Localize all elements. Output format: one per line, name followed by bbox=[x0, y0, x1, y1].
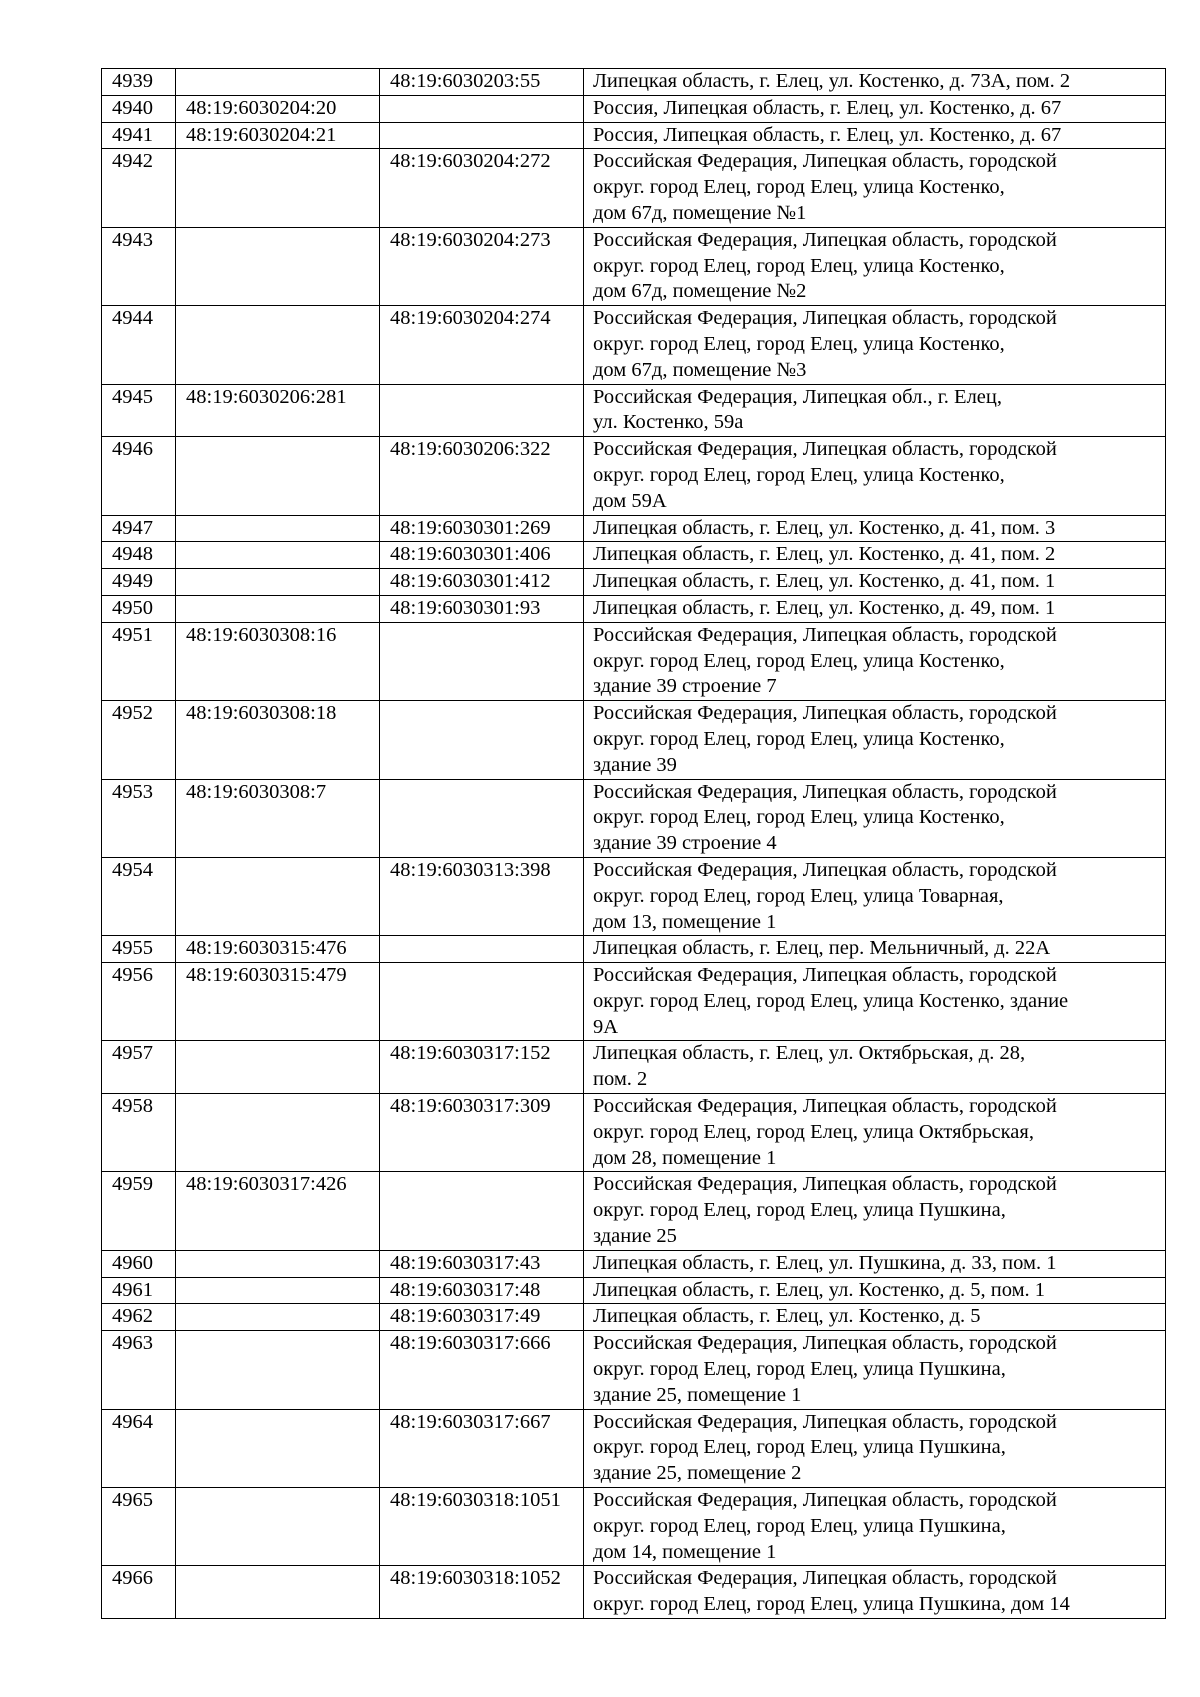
address-cell bbox=[584, 1331, 1166, 1409]
table-row bbox=[102, 622, 1166, 700]
room-cadastral-number-cell: 48:19:6030317:43 bbox=[380, 1250, 584, 1277]
address-cell bbox=[584, 1041, 1166, 1094]
address-line: Российская Федерация, Липецкая область, городской bbox=[593, 623, 1057, 646]
table-row bbox=[102, 515, 1166, 542]
room-cadastral-number-cell: 48:19:6030318:1052 bbox=[380, 1566, 584, 1619]
address-line: Липецкая область, г. Елец, ул. Костенко, д. 49, пом. 1 bbox=[593, 596, 1056, 619]
address-line: дом 67д, помещение №2 bbox=[593, 280, 807, 303]
row-number-cell: 4948 bbox=[102, 542, 176, 569]
row-number-cell: 4954 bbox=[102, 857, 176, 935]
building-cadastral-number-cell bbox=[176, 515, 380, 542]
address-cell bbox=[584, 1172, 1166, 1250]
address-cell bbox=[584, 384, 1166, 437]
address-cell bbox=[584, 437, 1166, 515]
row-number-cell: 4957 bbox=[102, 1041, 176, 1094]
room-cadastral-number-cell bbox=[380, 384, 584, 437]
room-cadastral-number-cell bbox=[380, 779, 584, 857]
room-cadastral-number-cell bbox=[380, 622, 584, 700]
table-row bbox=[102, 1041, 1166, 1094]
address-line: Россия, Липецкая область, г. Елец, ул. Костенко, д. 67 bbox=[593, 123, 1062, 146]
address-cell bbox=[584, 963, 1166, 1041]
table-row bbox=[102, 857, 1166, 935]
address-line: Российская Федерация, Липецкая область, городской bbox=[593, 1095, 1057, 1118]
room-cadastral-number-cell: 48:19:6030301:406 bbox=[380, 542, 584, 569]
address-line: округ. город Елец, город Елец, улица Костенко, bbox=[593, 649, 1005, 672]
address-line: Липецкая область, г. Елец, ул. Пушкина, д. 33, пом. 1 bbox=[593, 1251, 1057, 1274]
room-cadastral-number-cell: 48:19:6030317:666 bbox=[380, 1331, 584, 1409]
address-line: здание 39 строение 7 bbox=[593, 675, 777, 698]
address-cell bbox=[584, 1250, 1166, 1277]
row-number-cell: 4963 bbox=[102, 1331, 176, 1409]
address-line: округ. город Елец, город Елец, улица Октябрьская, bbox=[593, 1120, 1034, 1143]
address-line: округ. город Елец, город Елец, улица Пушкина, bbox=[593, 1514, 1006, 1537]
address-line: Российская Федерация, Липецкая область, городской bbox=[593, 1567, 1057, 1590]
address-line: здание 39 строение 4 bbox=[593, 832, 777, 855]
row-number-cell: 4953 bbox=[102, 779, 176, 857]
room-cadastral-number-cell: 48:19:6030204:273 bbox=[380, 227, 584, 305]
room-cadastral-number-cell bbox=[380, 701, 584, 779]
address-cell bbox=[584, 122, 1166, 149]
table-row bbox=[102, 306, 1166, 384]
address-line: Российская Федерация, Липецкая область, городской bbox=[593, 964, 1057, 987]
row-number-cell: 4950 bbox=[102, 595, 176, 622]
address-line: Липецкая область, г. Елец, ул. Костенко, д. 73А, пом. 2 bbox=[593, 70, 1071, 92]
building-cadastral-number-cell bbox=[176, 595, 380, 622]
address-cell bbox=[584, 95, 1166, 122]
table-row bbox=[102, 1172, 1166, 1250]
room-cadastral-number-cell: 48:19:6030317:152 bbox=[380, 1041, 584, 1094]
row-number-cell: 4939 bbox=[102, 69, 176, 96]
table-row bbox=[102, 542, 1166, 569]
room-cadastral-number-cell: 48:19:6030313:398 bbox=[380, 857, 584, 935]
building-cadastral-number-cell: 48:19:6030315:479 bbox=[176, 963, 380, 1041]
address-cell bbox=[584, 1277, 1166, 1304]
room-cadastral-number-cell: 48:19:6030317:48 bbox=[380, 1277, 584, 1304]
row-number-cell: 4965 bbox=[102, 1488, 176, 1566]
building-cadastral-number-cell bbox=[176, 69, 380, 96]
address-line: Российская Федерация, Липецкая область, городской bbox=[593, 438, 1057, 461]
table-row bbox=[102, 149, 1166, 227]
address-cell bbox=[584, 857, 1166, 935]
row-number-cell: 4949 bbox=[102, 569, 176, 596]
row-number-cell: 4962 bbox=[102, 1304, 176, 1331]
address-cell bbox=[584, 69, 1166, 96]
table-row bbox=[102, 569, 1166, 596]
address-cell bbox=[584, 779, 1166, 857]
building-cadastral-number-cell bbox=[176, 1409, 380, 1487]
building-cadastral-number-cell bbox=[176, 227, 380, 305]
row-number-cell: 4951 bbox=[102, 622, 176, 700]
table-row bbox=[102, 95, 1166, 122]
building-cadastral-number-cell: 48:19:6030204:21 bbox=[176, 122, 380, 149]
table-row bbox=[102, 936, 1166, 963]
address-line: округ. город Елец, город Елец, улица Костенко, bbox=[593, 176, 1005, 199]
address-line: округ. город Елец, город Елец, улица Костенко, bbox=[593, 463, 1005, 486]
address-line: дом 28, помещение 1 bbox=[593, 1146, 777, 1169]
address-line: Российская Федерация, Липецкая область, городской bbox=[593, 150, 1057, 173]
address-line: дом 67д, помещение №3 bbox=[593, 358, 807, 381]
table-row bbox=[102, 437, 1166, 515]
room-cadastral-number-cell bbox=[380, 963, 584, 1041]
address-line: Липецкая область, г. Елец, ул. Костенко, д. 5, пом. 1 bbox=[593, 1278, 1046, 1301]
room-cadastral-number-cell bbox=[380, 95, 584, 122]
address-line: округ. город Елец, город Елец, улица Костенко, здание bbox=[593, 989, 1069, 1012]
address-line: округ. город Елец, город Елец, улица Товарная, bbox=[593, 884, 1004, 907]
room-cadastral-number-cell: 48:19:6030204:272 bbox=[380, 149, 584, 227]
building-cadastral-number-cell: 48:19:6030308:18 bbox=[176, 701, 380, 779]
address-line: Российская Федерация, Липецкая область, городской bbox=[593, 1173, 1057, 1196]
address-cell bbox=[584, 1566, 1166, 1619]
table-row bbox=[102, 227, 1166, 305]
table-row bbox=[102, 595, 1166, 622]
address-line: Российская Федерация, Липецкая область, городской bbox=[593, 702, 1057, 725]
room-cadastral-number-cell: 48:19:6030318:1051 bbox=[380, 1488, 584, 1566]
address-line: Российская Федерация, Липецкая область, городской bbox=[593, 780, 1057, 803]
building-cadastral-number-cell bbox=[176, 857, 380, 935]
building-cadastral-number-cell: 48:19:6030204:20 bbox=[176, 95, 380, 122]
address-line: округ. город Елец, город Елец, улица Пушкина, bbox=[593, 1199, 1006, 1222]
address-line: Российская Федерация, Липецкая область, городской bbox=[593, 1410, 1057, 1433]
table-row bbox=[102, 1488, 1166, 1566]
address-cell bbox=[584, 306, 1166, 384]
row-number-cell: 4941 bbox=[102, 122, 176, 149]
address-line: здание 25, помещение 2 bbox=[593, 1462, 802, 1485]
address-line: округ. город Елец, город Елец, улица Пушкина, bbox=[593, 1436, 1006, 1459]
row-number-cell: 4959 bbox=[102, 1172, 176, 1250]
address-cell bbox=[584, 1488, 1166, 1566]
address-line: Липецкая область, г. Елец, ул. Костенко, д. 41, пом. 1 bbox=[593, 570, 1056, 593]
table-row bbox=[102, 69, 1166, 96]
room-cadastral-number-cell: 48:19:6030204:274 bbox=[380, 306, 584, 384]
address-line: Российская Федерация, Липецкая область, городской bbox=[593, 228, 1057, 251]
address-line: дом 14, помещение 1 bbox=[593, 1540, 777, 1563]
address-line: дом 13, помещение 1 bbox=[593, 910, 777, 933]
building-cadastral-number-cell bbox=[176, 306, 380, 384]
address-line: Липецкая область, г. Елец, ул. Костенко, д. 5 bbox=[593, 1305, 981, 1328]
address-line: Липецкая область, г. Елец, ул. Костенко, д. 41, пом. 3 bbox=[593, 516, 1056, 539]
address-cell bbox=[584, 569, 1166, 596]
address-cell bbox=[584, 622, 1166, 700]
room-cadastral-number-cell bbox=[380, 122, 584, 149]
address-cell bbox=[584, 595, 1166, 622]
table-row bbox=[102, 384, 1166, 437]
table-row bbox=[102, 122, 1166, 149]
address-line: дом 59А bbox=[593, 489, 667, 512]
building-cadastral-number-cell bbox=[176, 149, 380, 227]
building-cadastral-number-cell: 48:19:6030317:426 bbox=[176, 1172, 380, 1250]
address-line: здание 25 bbox=[593, 1225, 677, 1248]
building-cadastral-number-cell: 48:19:6030308:7 bbox=[176, 779, 380, 857]
building-cadastral-number-cell bbox=[176, 1304, 380, 1331]
table-row bbox=[102, 1331, 1166, 1409]
address-line: пом. 2 bbox=[593, 1068, 648, 1091]
row-number-cell: 4947 bbox=[102, 515, 176, 542]
row-number-cell: 4956 bbox=[102, 963, 176, 1041]
building-cadastral-number-cell bbox=[176, 1250, 380, 1277]
document-page bbox=[101, 68, 1165, 1619]
room-cadastral-number-cell: 48:19:6030317:667 bbox=[380, 1409, 584, 1487]
building-cadastral-number-cell bbox=[176, 1041, 380, 1094]
table-row bbox=[102, 1409, 1166, 1487]
row-number-cell: 4945 bbox=[102, 384, 176, 437]
address-cell bbox=[584, 701, 1166, 779]
room-cadastral-number-cell bbox=[380, 1172, 584, 1250]
address-line: Российская Федерация, Липецкая область, городской bbox=[593, 1489, 1057, 1512]
address-line: ул. Костенко, 59а bbox=[593, 411, 744, 434]
room-cadastral-number-cell bbox=[380, 936, 584, 963]
address-line: 9А bbox=[593, 1015, 619, 1038]
address-line: Россия, Липецкая область, г. Елец, ул. Костенко, д. 67 bbox=[593, 96, 1062, 119]
room-cadastral-number-cell: 48:19:6030317:49 bbox=[380, 1304, 584, 1331]
address-line: здание 39 bbox=[593, 753, 677, 776]
address-cell bbox=[584, 149, 1166, 227]
table-row bbox=[102, 1277, 1166, 1304]
address-line: округ. город Елец, город Елец, улица Костенко, bbox=[593, 727, 1005, 750]
building-cadastral-number-cell bbox=[176, 1331, 380, 1409]
room-cadastral-number-cell: 48:19:6030206:322 bbox=[380, 437, 584, 515]
row-number-cell: 4942 bbox=[102, 149, 176, 227]
address-line: Липецкая область, г. Елец, пер. Мельничный, д. 22А bbox=[593, 937, 1051, 960]
building-cadastral-number-cell bbox=[176, 1094, 380, 1172]
table-row bbox=[102, 963, 1166, 1041]
address-line: дом 67д, помещение №1 bbox=[593, 201, 807, 224]
address-line: Российская Федерация, Липецкая область, городской bbox=[593, 858, 1057, 881]
room-cadastral-number-cell: 48:19:6030317:309 bbox=[380, 1094, 584, 1172]
address-cell bbox=[584, 1304, 1166, 1331]
address-cell bbox=[584, 1409, 1166, 1487]
row-number-cell: 4952 bbox=[102, 701, 176, 779]
row-number-cell: 4964 bbox=[102, 1409, 176, 1487]
row-number-cell: 4958 bbox=[102, 1094, 176, 1172]
row-number-cell: 4943 bbox=[102, 227, 176, 305]
row-number-cell: 4946 bbox=[102, 437, 176, 515]
address-cell bbox=[584, 227, 1166, 305]
row-number-cell: 4944 bbox=[102, 306, 176, 384]
registry-table bbox=[101, 68, 1166, 1619]
table-row bbox=[102, 701, 1166, 779]
building-cadastral-number-cell: 48:19:6030206:281 bbox=[176, 384, 380, 437]
address-line: округ. город Елец, город Елец, улица Пушкина, дом 14 bbox=[593, 1593, 1070, 1616]
table-row bbox=[102, 779, 1166, 857]
room-cadastral-number-cell: 48:19:6030203:55 bbox=[380, 69, 584, 96]
room-cadastral-number-cell: 48:19:6030301:269 bbox=[380, 515, 584, 542]
table-row bbox=[102, 1094, 1166, 1172]
address-line: округ. город Елец, город Елец, улица Костенко, bbox=[593, 254, 1005, 277]
building-cadastral-number-cell bbox=[176, 1566, 380, 1619]
table-row bbox=[102, 1566, 1166, 1619]
address-line: округ. город Елец, город Елец, улица Костенко, bbox=[593, 332, 1005, 355]
address-line: Российская Федерация, Липецкая область, городской bbox=[593, 307, 1057, 330]
room-cadastral-number-cell: 48:19:6030301:93 bbox=[380, 595, 584, 622]
address-line: округ. город Елец, город Елец, улица Пушкина, bbox=[593, 1358, 1006, 1381]
address-cell bbox=[584, 542, 1166, 569]
row-number-cell: 4961 bbox=[102, 1277, 176, 1304]
registry-table-body bbox=[102, 69, 1166, 1619]
room-cadastral-number-cell: 48:19:6030301:412 bbox=[380, 569, 584, 596]
address-cell bbox=[584, 1094, 1166, 1172]
building-cadastral-number-cell: 48:19:6030315:476 bbox=[176, 936, 380, 963]
row-number-cell: 4960 bbox=[102, 1250, 176, 1277]
address-line: Российская Федерация, Липецкая область, городской bbox=[593, 1332, 1057, 1355]
address-cell bbox=[584, 515, 1166, 542]
address-line: здание 25, помещение 1 bbox=[593, 1383, 802, 1406]
address-line: Липецкая область, г. Елец, ул. Костенко, д. 41, пом. 2 bbox=[593, 543, 1056, 566]
address-cell bbox=[584, 936, 1166, 963]
address-line: округ. город Елец, город Елец, улица Костенко, bbox=[593, 806, 1005, 829]
table-row bbox=[102, 1304, 1166, 1331]
address-line: Российская Федерация, Липецкая обл., г. Елец, bbox=[593, 385, 1002, 408]
row-number-cell: 4955 bbox=[102, 936, 176, 963]
building-cadastral-number-cell bbox=[176, 1277, 380, 1304]
table-row bbox=[102, 1250, 1166, 1277]
building-cadastral-number-cell bbox=[176, 569, 380, 596]
building-cadastral-number-cell bbox=[176, 1488, 380, 1566]
address-line: Липецкая область, г. Елец, ул. Октябрьская, д. 28, bbox=[593, 1042, 1026, 1065]
row-number-cell: 4966 bbox=[102, 1566, 176, 1619]
row-number-cell: 4940 bbox=[102, 95, 176, 122]
building-cadastral-number-cell bbox=[176, 437, 380, 515]
building-cadastral-number-cell bbox=[176, 542, 380, 569]
building-cadastral-number-cell: 48:19:6030308:16 bbox=[176, 622, 380, 700]
